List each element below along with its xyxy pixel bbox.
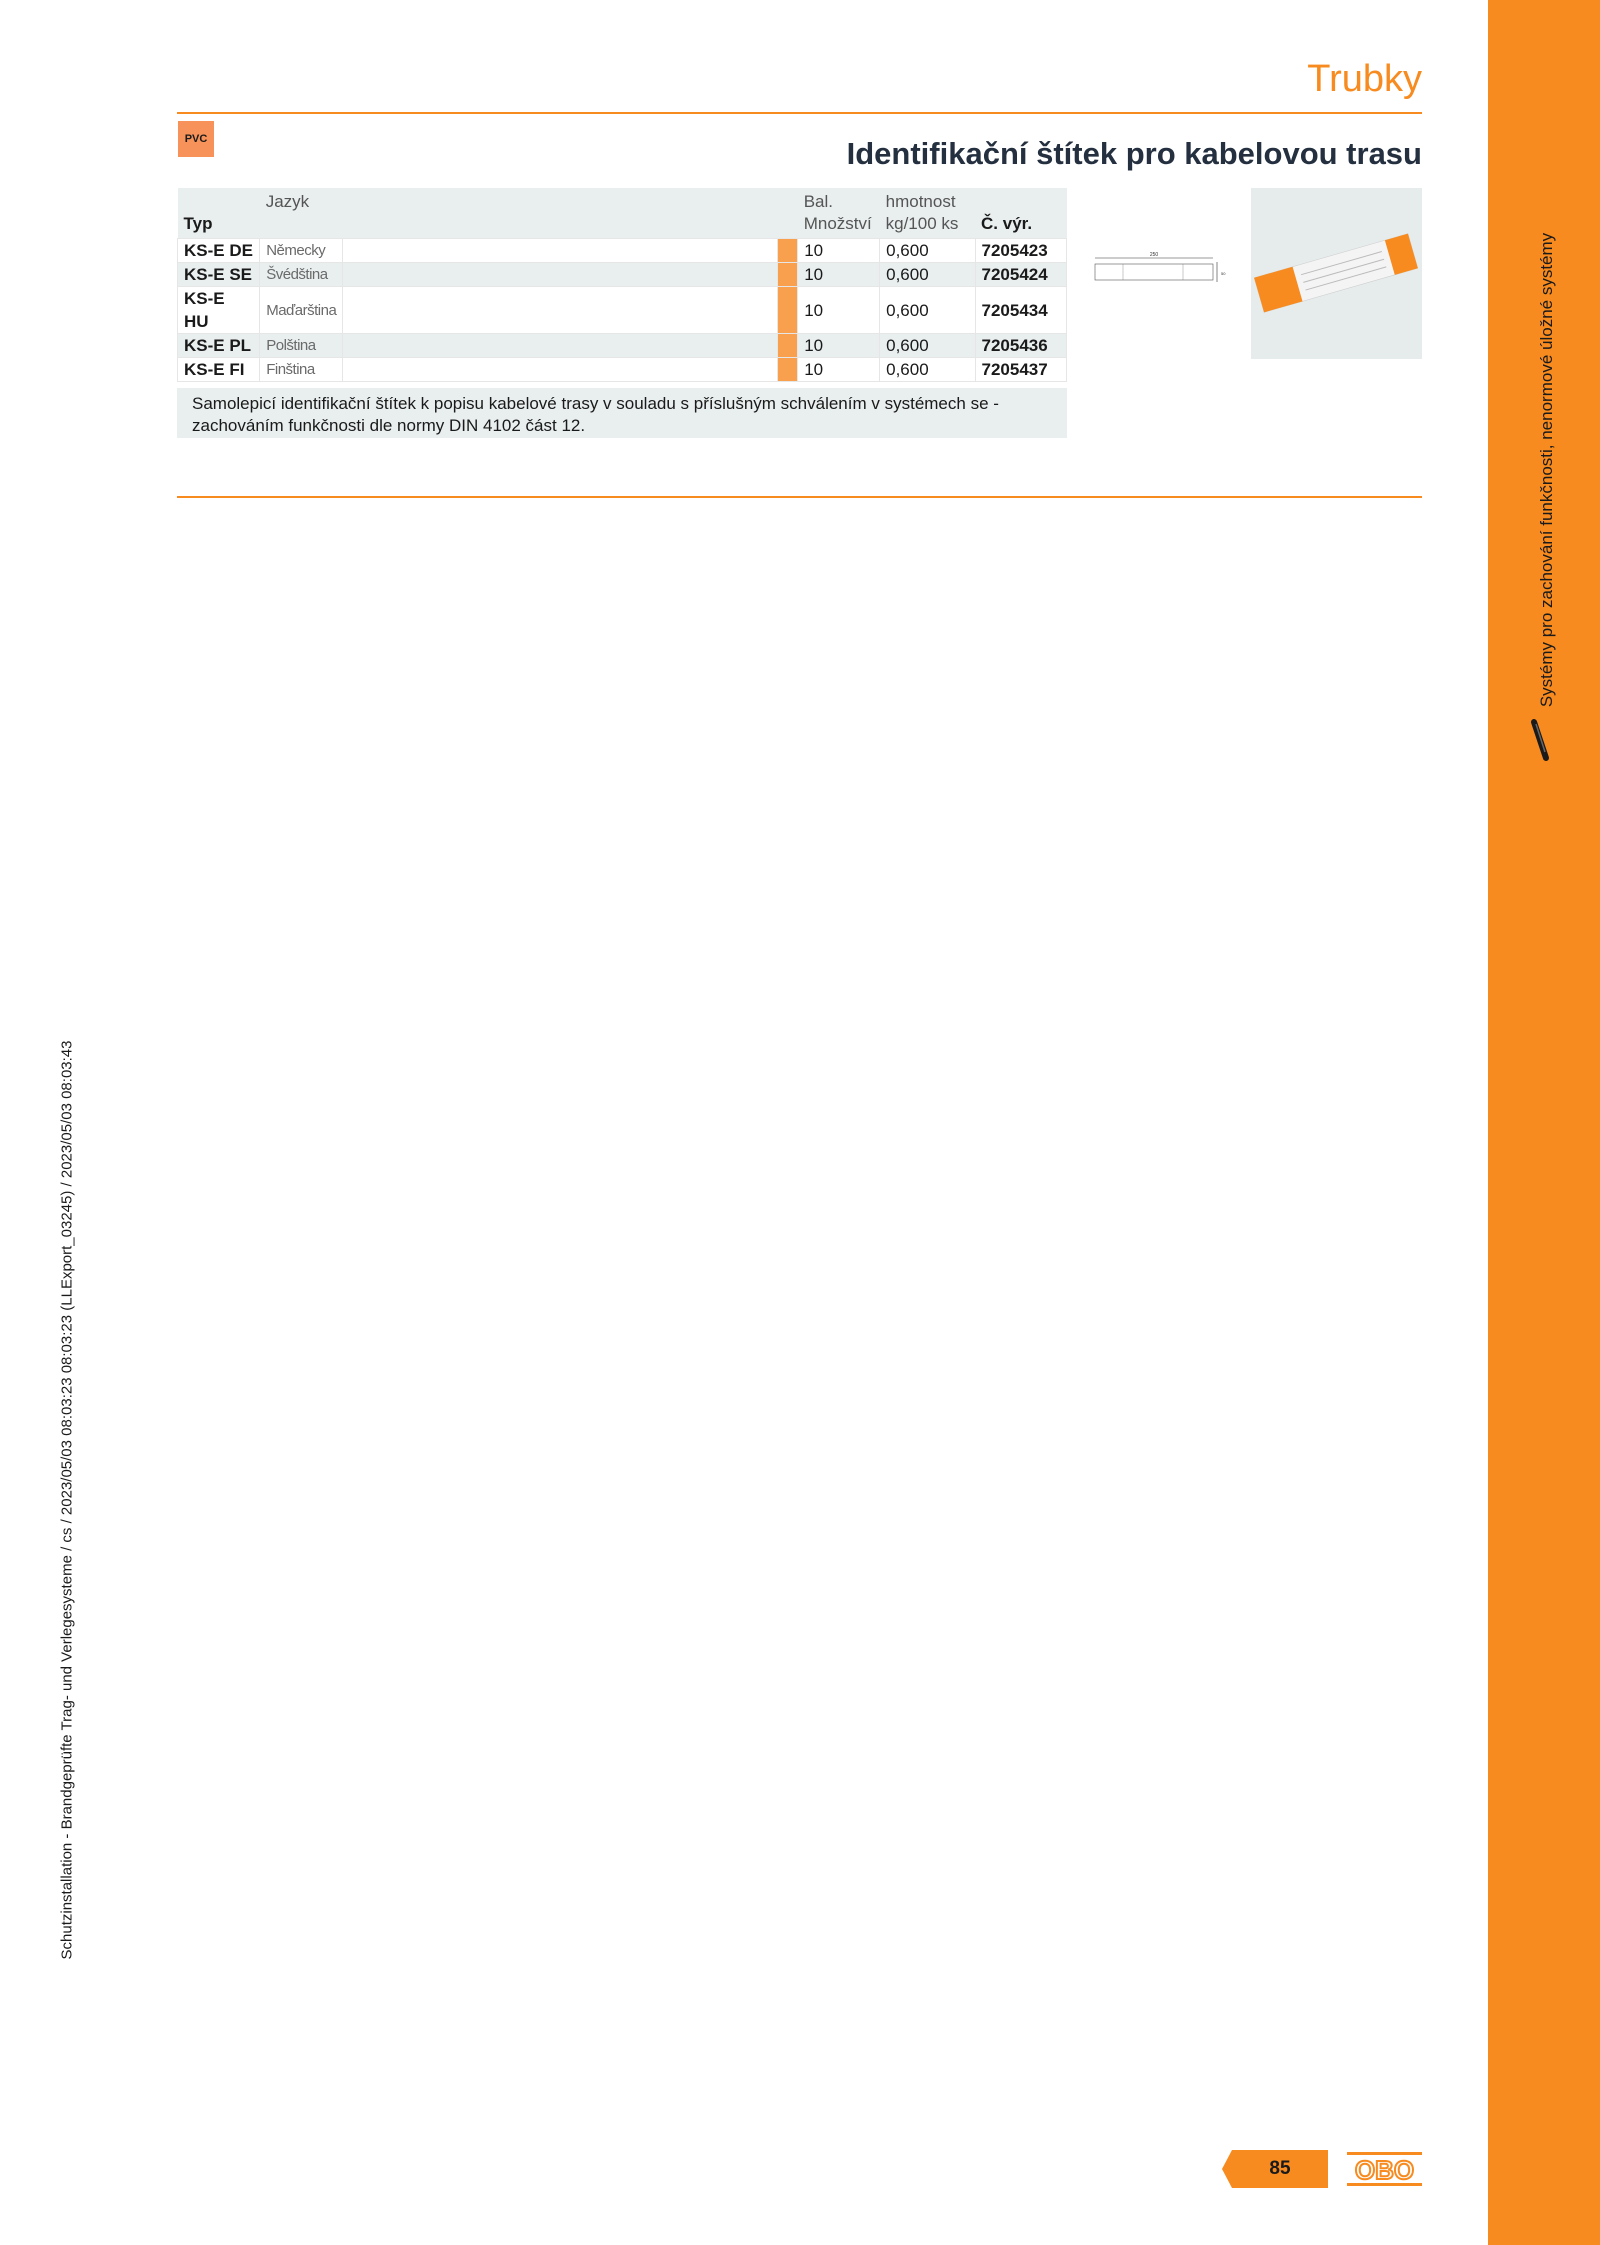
page-number: 85	[1269, 2158, 1291, 2179]
mnozstvi-label: Množství	[803, 214, 872, 233]
accent-bar	[777, 287, 798, 334]
quantity-cell: 10	[798, 358, 880, 382]
article-number-cell: 7205436	[975, 334, 1066, 358]
table-row	[178, 263, 1067, 287]
quantity-cell: 10	[798, 287, 880, 334]
header-divider	[177, 112, 1422, 114]
column-header-typ: Typ	[183, 214, 213, 233]
language-cell: Německy	[260, 239, 343, 263]
article-number-cell: 7205434	[975, 287, 1066, 334]
language-cell: Polština	[260, 334, 343, 358]
accent-bar	[777, 358, 798, 382]
logo-text: OBO	[1354, 2155, 1415, 2185]
dimension-drawing	[1093, 246, 1226, 296]
empty-cell	[343, 263, 777, 287]
quantity-cell: 10	[798, 334, 880, 358]
accent-bar	[777, 334, 798, 358]
empty-cell	[343, 287, 777, 334]
language-cell: Maďarština	[260, 287, 343, 334]
quantity-cell: 10	[798, 239, 880, 263]
weight-cell: 0,600	[880, 263, 975, 287]
table-row	[178, 358, 1067, 382]
empty-cell	[343, 358, 777, 382]
column-header-bal	[798, 188, 880, 239]
conduit-tube-icon	[1530, 720, 1550, 760]
bal-label: Bal.	[803, 192, 834, 211]
type-cell: KS-E FI	[178, 358, 260, 382]
product-photo	[1251, 188, 1422, 359]
section-title: Trubky	[1307, 58, 1422, 100]
type-cell: KS-E DE	[178, 239, 260, 263]
weight-cell: 0,600	[880, 239, 975, 263]
width-dimension-label: 250	[1149, 252, 1159, 258]
section-divider	[177, 496, 1422, 498]
column-header-cvyr: Č. výr.	[981, 214, 1033, 233]
article-number-cell: 7205437	[975, 358, 1066, 382]
height-dimension-label: 50	[1221, 271, 1226, 276]
sidebar-category-text: Systémy pro zachování funkčnosti, nenormové úložné systémy	[1537, 232, 1556, 708]
product-table	[177, 188, 1067, 382]
weight-cell: 0,600	[880, 287, 975, 334]
quantity-cell: 10	[798, 263, 880, 287]
column-header-hmotnost	[880, 188, 975, 239]
header-spacer	[777, 188, 798, 239]
table-row	[178, 334, 1067, 358]
jazyk-label: Jazyk	[265, 192, 310, 211]
type-cell: KS-E PL	[178, 334, 260, 358]
table-row	[178, 239, 1067, 263]
obo-logo	[1347, 2150, 1422, 2188]
hmotnost-label: hmotnost	[885, 192, 956, 211]
accent-bar	[777, 263, 798, 287]
type-cell: KS-E HU	[178, 287, 260, 334]
empty-cell	[343, 239, 777, 263]
language-cell: Finština	[260, 358, 343, 382]
product-title: Identifikační štítek pro kabelovou trasu	[846, 136, 1422, 171]
product-description: Samolepicí identifikační štítek k popisu kabelové trasy v souladu s příslušným schválením v systémech se - zachováním funkčnosti dle normy DIN 4102 část 12.	[177, 388, 1067, 438]
material-badge: PVC	[178, 121, 214, 157]
empty-cell	[343, 334, 777, 358]
table-row	[178, 287, 1067, 334]
language-cell: Švédština	[260, 263, 343, 287]
article-number-cell: 7205424	[975, 263, 1066, 287]
article-number-cell: 7205423	[975, 239, 1066, 263]
column-header-jazyk	[260, 188, 777, 239]
weight-cell: 0,600	[880, 358, 975, 382]
accent-bar	[777, 239, 798, 263]
document-metadata: Schutzinstallation - Brandgeprüfte Trag- und Verlegesysteme / cs / 2023/05/03 08:03:23 08:03:23 (LLExport_03245) / 2023/05/03 08:03:43	[58, 1040, 76, 1960]
weight-unit-label: kg/100 ks	[885, 214, 959, 233]
weight-cell: 0,600	[880, 334, 975, 358]
table-header-row	[178, 188, 1067, 239]
type-cell: KS-E SE	[178, 263, 260, 287]
